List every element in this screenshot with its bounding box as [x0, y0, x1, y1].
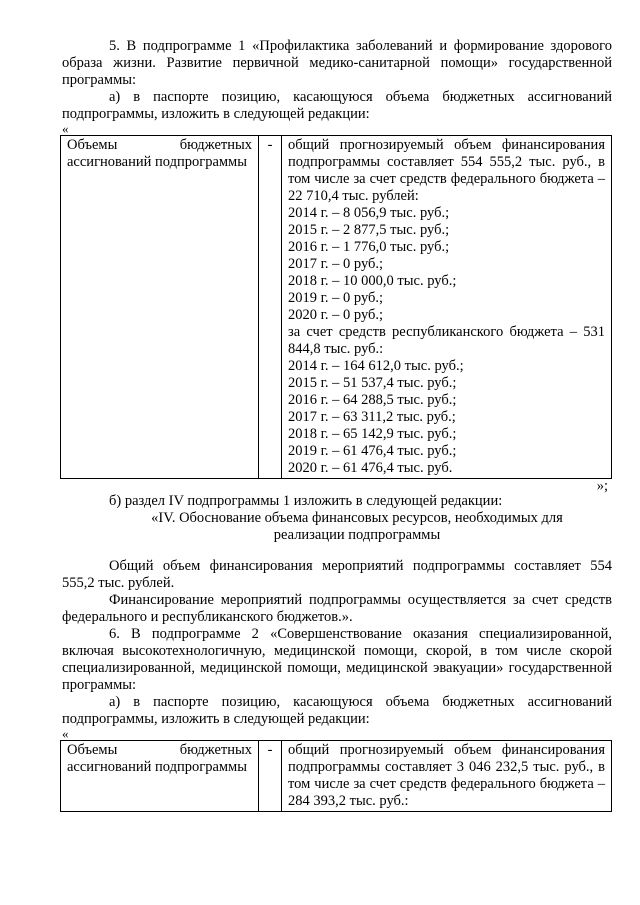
document-page [62, 38, 612, 812]
table1-label: Объемы бюджетных ассигнований подпрограммы [61, 136, 259, 479]
funding-paragraph-1: Общий объем финансирования мероприятий подпрограммы составляет 554 555,2 тыс. рублей. [62, 558, 612, 591]
table1-content [282, 136, 612, 479]
budget-table-2 [60, 740, 612, 812]
republic-year-2014: 2014 г. – 164 612,0 тыс. руб.; [288, 358, 464, 374]
budget-table-1 [60, 135, 612, 479]
table2-total: общий прогнозируемый объем финансирования подпрограммы составляет 3 046 232,5 тыс. руб., в том числе за счет средств федерального бюджета – 284 393,2 тыс. руб.: [288, 742, 605, 809]
federal-year-2015: 2015 г. – 2 877,5 тыс. руб.; [288, 222, 450, 238]
table1-dash: - [259, 136, 282, 479]
federal-year-2020: 2020 г. – 0 руб.; [288, 307, 384, 323]
quote-close: »; [596, 478, 608, 494]
federal-year-2014: 2014 г. – 8 056,9 тыс. руб.; [288, 205, 450, 221]
republic-year-2017: 2017 г. – 63 311,2 тыс. руб.; [288, 409, 456, 425]
federal-year-2018: 2018 г. – 10 000,0 тыс. руб.; [288, 273, 457, 289]
quote-open: « [62, 121, 69, 136]
section5-item-a: а) в паспорте позицию, касающуюся объема бюджетных ассигнований подпрограммы, изложить в следующей редакции: [62, 89, 612, 122]
table1-total: общий прогнозируемый объем финансирования подпрограммы составляет 554 555,2 тыс. руб., в том числе за счет средств федерального бюджета – 22 710,4 тыс. рублей: [288, 137, 605, 204]
table2-content [282, 741, 612, 812]
republic-year-2015: 2015 г. – 51 537,4 тыс. руб.; [288, 375, 457, 391]
republic-year-2016: 2016 г. – 64 288,5 тыс. руб.; [288, 392, 457, 408]
republic-intro: за счет средств республиканского бюджета – 531 844,8 тыс. руб.: [288, 324, 605, 357]
section6-intro: 6. В подпрограмме 2 «Совершенствование оказания специализированной, включая высокотехнологичную, медицинской помощи, скорой, в том числе скорой специализированной, медицинской помощи, медицинской эвакуации» государственной программы: [62, 626, 612, 693]
republic-year-2020: 2020 г. – 61 476,4 тыс. руб. [288, 460, 453, 476]
table2-dash: - [259, 741, 282, 812]
table2-label: Объемы бюджетных ассигнований подпрограммы [61, 741, 259, 812]
republic-year-2019: 2019 г. – 61 476,4 тыс. руб.; [288, 443, 457, 459]
heading-line-1: «IV. Обоснование объема финансовых ресурсов, необходимых для [151, 510, 563, 526]
quote-open-2: « [62, 726, 69, 741]
section6-item-a: а) в паспорте позицию, касающуюся объема бюджетных ассигнований подпрограммы, изложить в следующей редакции: [62, 694, 612, 727]
section5-intro: 5. В подпрограмме 1 «Профилактика заболеваний и формирование здорового образа жизни. Развитие первичной медико-санитарной помощи» государственной программы: [62, 38, 612, 88]
heading-line-2: реализации подпрограммы [273, 527, 441, 543]
section5-item-b: б) раздел IV подпрограммы 1 изложить в следующей редакции: [109, 493, 503, 509]
federal-year-2019: 2019 г. – 0 руб.; [288, 290, 384, 306]
republic-year-2018: 2018 г. – 65 142,9 тыс. руб.; [288, 426, 457, 442]
funding-paragraph-2: Финансирование мероприятий подпрограммы осуществляется за счет средств федерального и республиканского бюджетов.». [62, 592, 612, 625]
section-heading [102, 510, 612, 544]
federal-year-2017: 2017 г. – 0 руб.; [288, 256, 384, 272]
federal-year-2016: 2016 г. – 1 776,0 тыс. руб.; [288, 239, 450, 255]
